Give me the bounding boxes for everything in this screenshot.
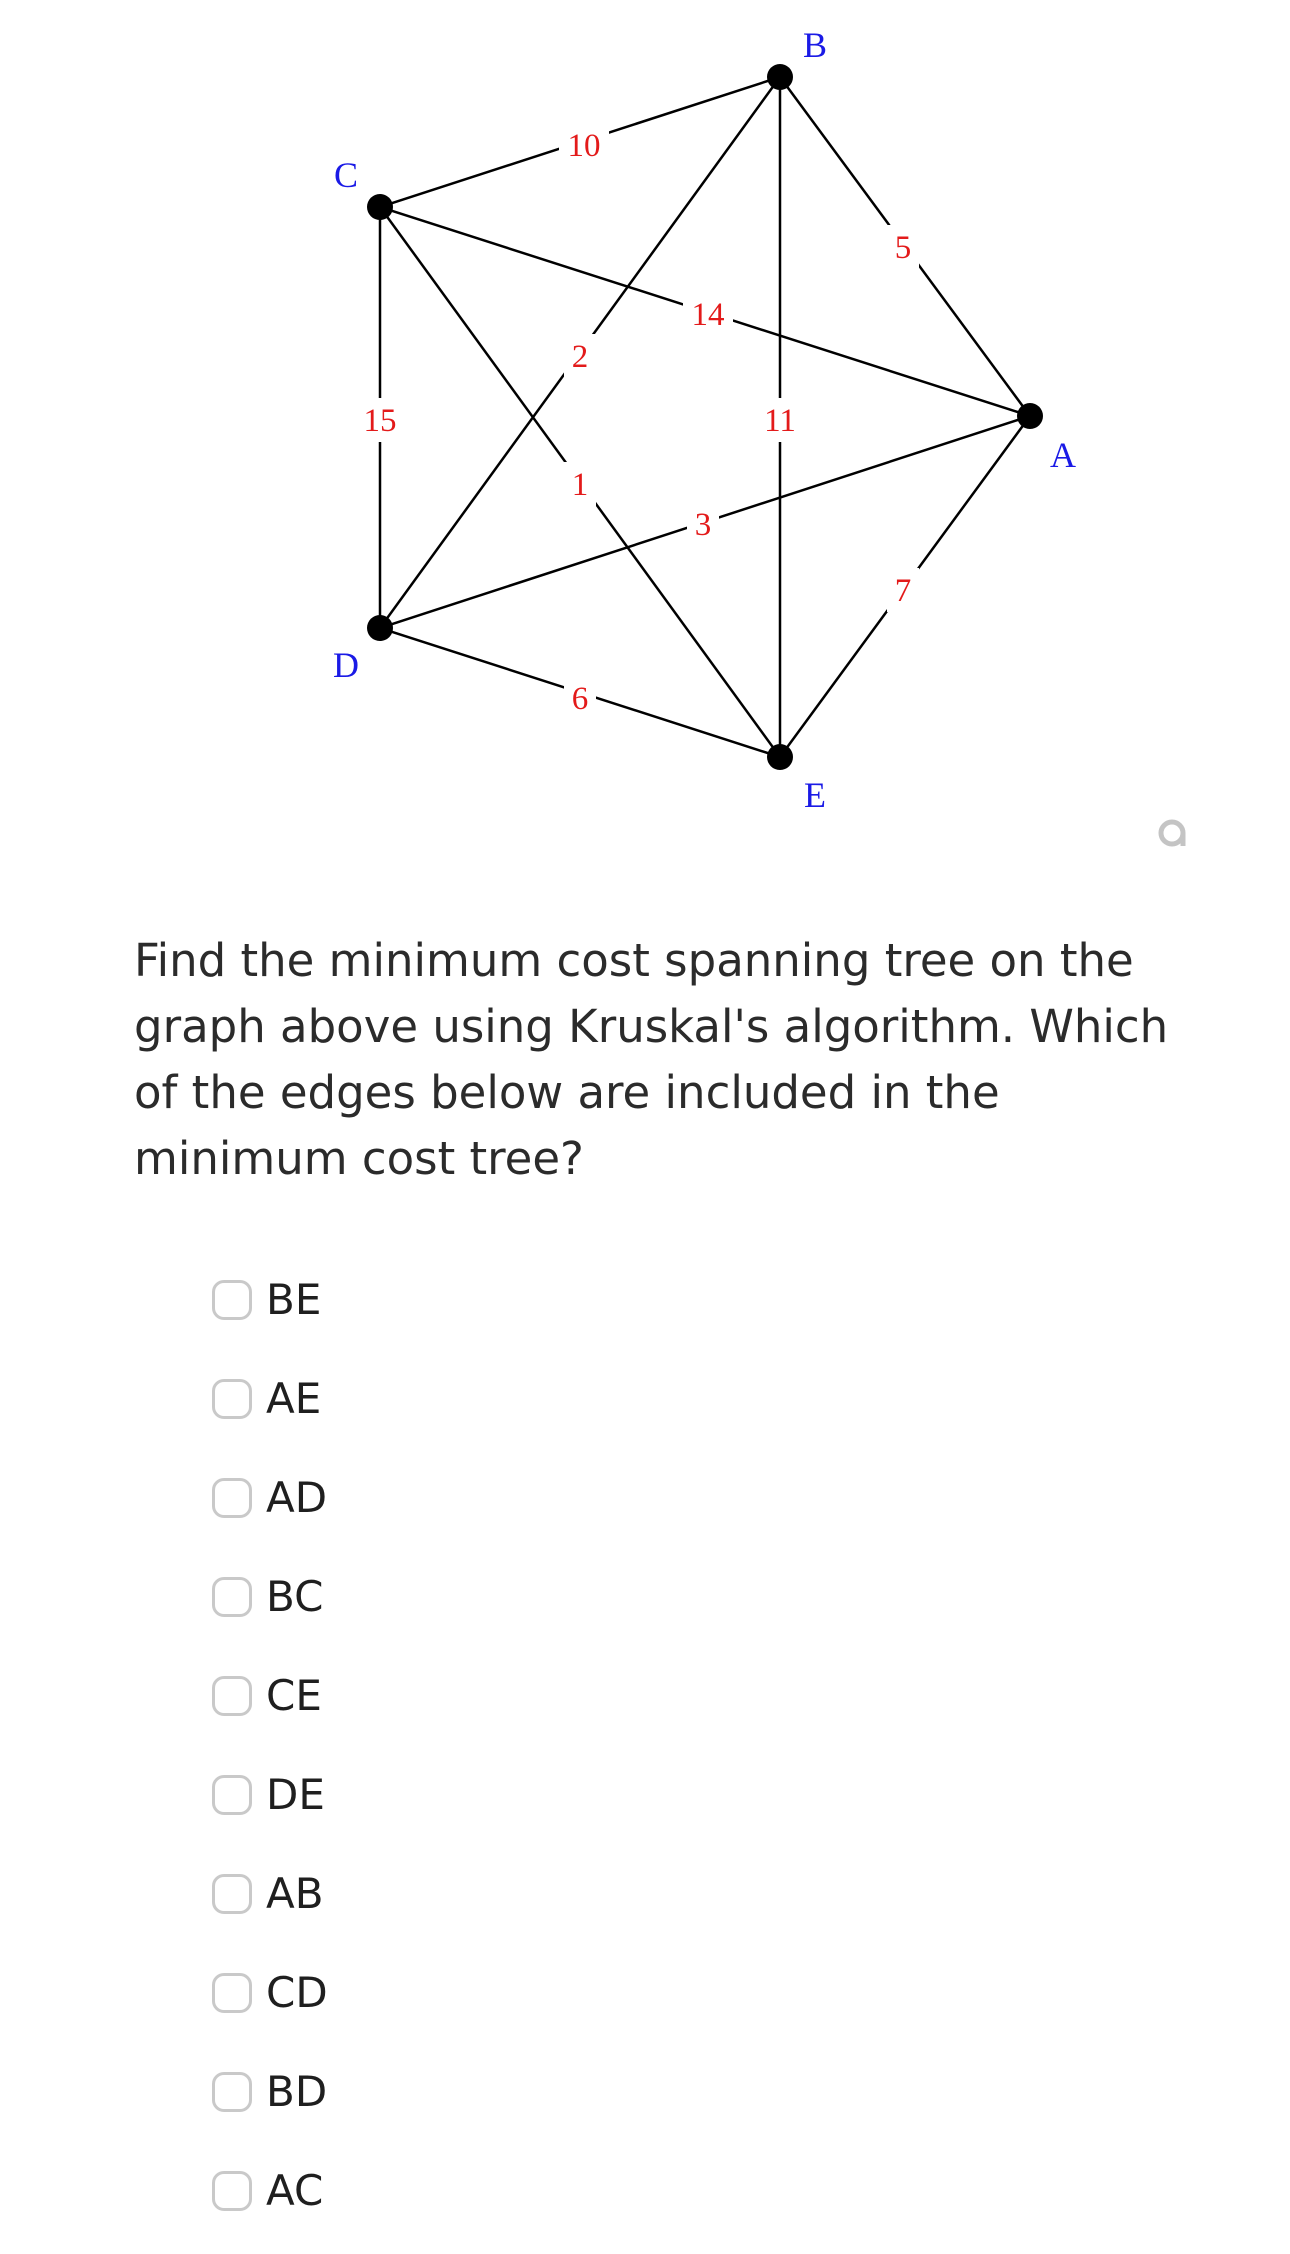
option-checkbox[interactable] — [212, 2072, 252, 2112]
option-label: AD — [266, 1473, 328, 1522]
option-bd[interactable] — [212, 2042, 328, 2141]
option-label: AE — [266, 1374, 322, 1423]
option-label: CE — [266, 1671, 322, 1720]
option-label: BD — [266, 2067, 328, 2116]
option-checkbox[interactable] — [212, 2171, 252, 2211]
node-e — [767, 744, 793, 770]
option-ad[interactable] — [212, 1448, 328, 1547]
edge-weight-a-e: 7 — [894, 573, 912, 609]
option-label: DE — [266, 1770, 325, 1819]
edge-weight-d-a: 3 — [694, 507, 712, 543]
option-checkbox[interactable] — [212, 1973, 252, 2013]
option-label: BE — [266, 1275, 322, 1324]
search-icon[interactable] — [1157, 818, 1187, 848]
option-checkbox[interactable] — [212, 1280, 252, 1320]
option-ce[interactable] — [212, 1646, 328, 1745]
option-label: CD — [266, 1968, 328, 2017]
option-label: AB — [266, 1869, 324, 1918]
edge-weight-b-e: 11 — [764, 403, 796, 439]
node-c — [367, 194, 393, 220]
edge-weight-b-d: 2 — [571, 339, 589, 375]
node-label-e: E — [804, 775, 826, 815]
option-label: AC — [266, 2166, 324, 2215]
option-checkbox[interactable] — [212, 1577, 252, 1617]
node-label-c: C — [333, 155, 359, 195]
node-label-d: D — [333, 645, 359, 685]
option-ab[interactable] — [212, 1844, 328, 1943]
option-ae[interactable] — [212, 1349, 328, 1448]
answer-options — [212, 1250, 328, 2240]
node-b — [767, 64, 793, 90]
edge-weight-c-e: 1 — [571, 467, 589, 503]
option-checkbox[interactable] — [212, 1478, 252, 1518]
edge-weight-c-b: 10 — [567, 128, 601, 164]
option-checkbox[interactable] — [212, 1379, 252, 1419]
node-a — [1017, 403, 1043, 429]
edge-weight-c-d: 15 — [363, 403, 397, 439]
question-text: Find the minimum cost spanning tree on the graph above using Kruskal's algorithm. Which of the edges below are included in the minimum cost tree? — [134, 934, 1169, 1185]
option-label: BC — [266, 1572, 324, 1621]
option-checkbox[interactable] — [212, 1676, 252, 1716]
option-de[interactable] — [212, 1745, 328, 1844]
option-be[interactable] — [212, 1250, 328, 1349]
option-bc[interactable] — [212, 1547, 328, 1646]
edge-weight-d-e: 6 — [571, 681, 589, 717]
node-d — [367, 615, 393, 641]
node-label-b: B — [802, 25, 828, 65]
edge-weight-c-a: 14 — [691, 297, 725, 333]
option-ac[interactable] — [212, 2141, 328, 2240]
node-label-a: A — [1050, 435, 1076, 475]
graph-diagram — [0, 0, 1290, 900]
edge-weight-b-a: 5 — [894, 230, 912, 266]
option-checkbox[interactable] — [212, 1775, 252, 1815]
option-cd[interactable] — [212, 1943, 328, 2042]
option-checkbox[interactable] — [212, 1874, 252, 1914]
